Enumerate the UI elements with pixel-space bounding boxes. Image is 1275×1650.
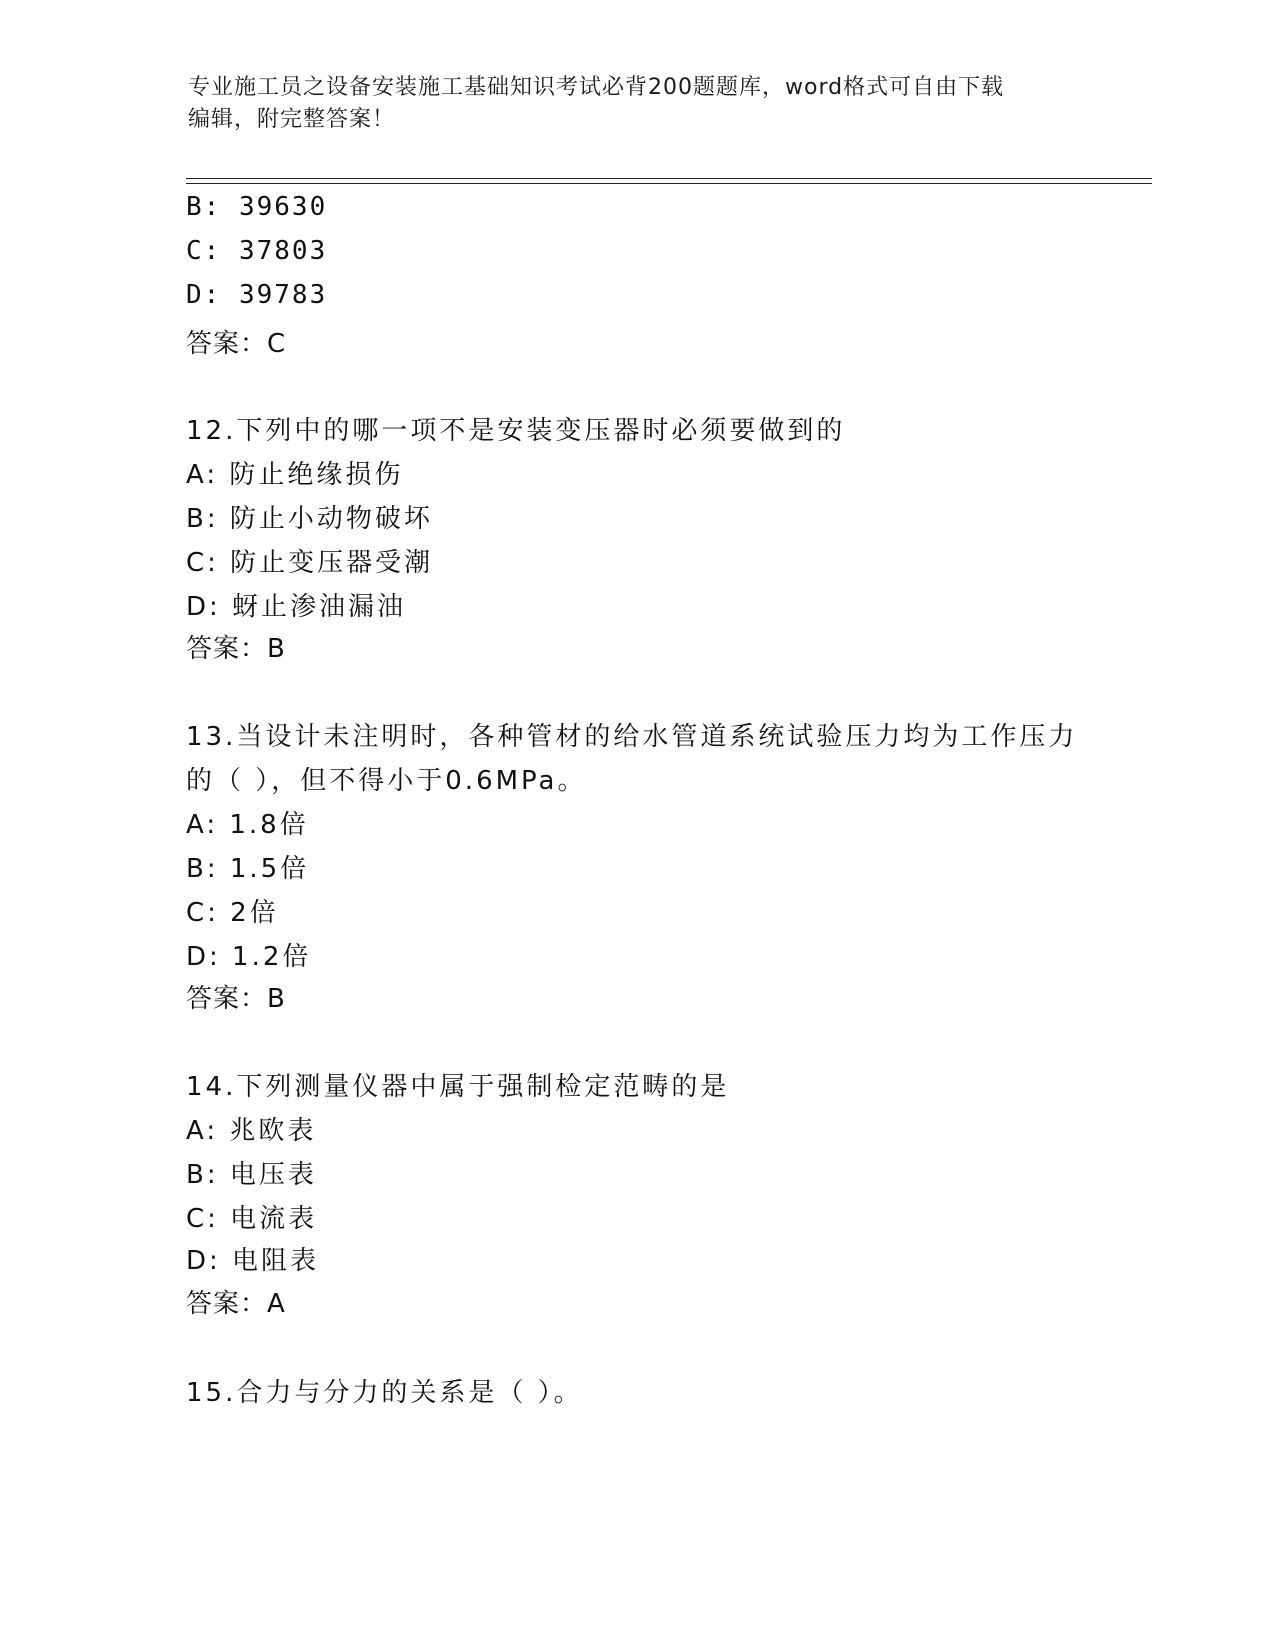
- q13-answer: 答案：B: [186, 984, 286, 1014]
- q11-option-b: B: 39630: [186, 192, 328, 222]
- q12-option-c: C: 防止变压器受潮: [186, 548, 434, 578]
- document-header: [188, 72, 1068, 136]
- q11-answer: 答案：C: [186, 329, 287, 359]
- header-divider-bottom: [186, 183, 1152, 184]
- q13-question-line1: 13.当设计未注明时，各种管材的给水管道系统试验压力均为工作压力: [186, 722, 1078, 752]
- q14-question: 14.下列测量仪器中属于强制检定范畴的是: [186, 1072, 730, 1102]
- q14-answer: 答案：A: [186, 1289, 286, 1319]
- q13-option-b: B: 1.5倍: [186, 854, 310, 884]
- q12-option-b: B: 防止小动物破坏: [186, 504, 433, 534]
- q15-question: 15.合力与分力的关系是（ ）。: [186, 1378, 583, 1408]
- q11-option-c: C: 37803: [186, 236, 328, 266]
- header-divider-top: [186, 178, 1152, 179]
- q13-option-c: C: 2倍: [186, 898, 279, 928]
- header-title-line1: 专业施工员之设备安装施工基础知识考试必背200题题库，word格式可自由下载: [188, 75, 1005, 100]
- q11-option-d: D: 39783: [186, 280, 328, 310]
- q12-question: 12.下列中的哪一项不是安装变压器时必须要做到的: [186, 416, 846, 446]
- q14-option-c: C: 电流表: [186, 1204, 318, 1234]
- q13-option-a: A: 1.8倍: [186, 810, 309, 840]
- header-title-line2: 编辑，附完整答案！: [188, 107, 396, 132]
- q12-option-a: A: 防止绝缘损伤: [186, 460, 404, 490]
- q13-question-line2: 的（ ），但不得小于0.6MPa。: [186, 766, 587, 796]
- q14-option-b: B: 电压表: [186, 1160, 317, 1190]
- q12-answer: 答案：B: [186, 634, 286, 664]
- q13-option-d: D: 1.2倍: [186, 942, 312, 972]
- q12-option-d: D: 蚜止渗油漏油: [186, 592, 407, 622]
- q14-option-d: D: 电阻表: [186, 1246, 320, 1276]
- q14-option-a: A: 兆欧表: [186, 1116, 317, 1146]
